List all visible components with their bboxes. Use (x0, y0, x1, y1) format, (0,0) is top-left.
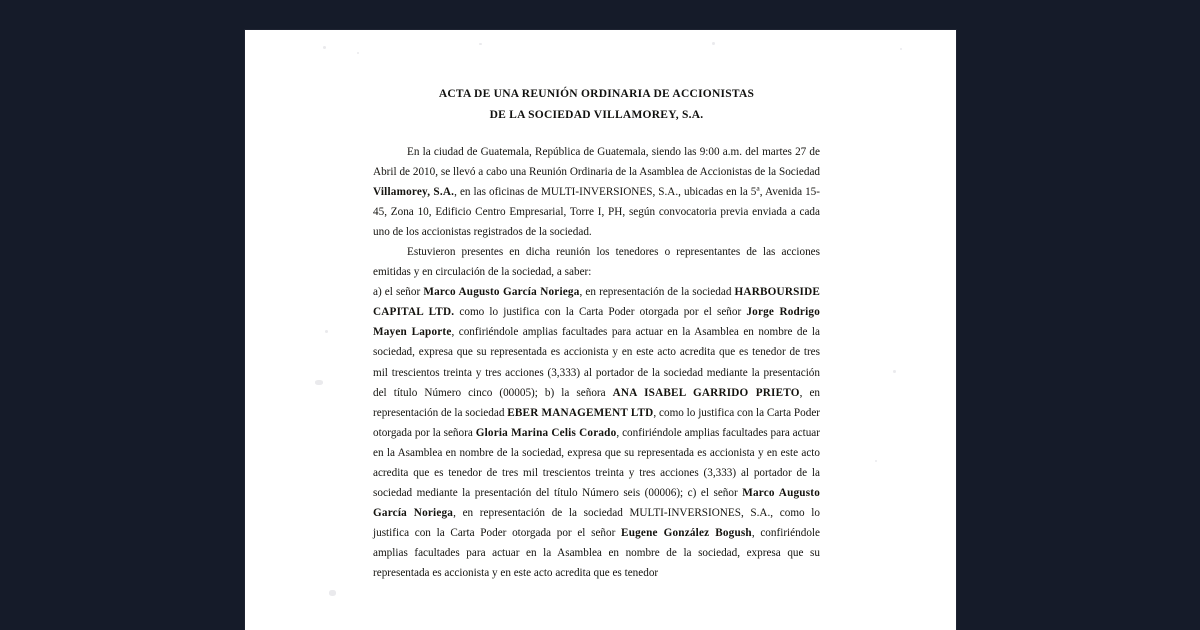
page-text-column (373, 30, 820, 630)
text-run-attendees-list-5: Jorge Rodrigo Mayen Laporte (373, 306, 820, 339)
text-run-attendees-list-2: , en representación de la sociedad (579, 286, 735, 299)
text-run-attendees-list-12: , confiriéndole amplias facultades para actuar en la Asamblea en nombre de la sociedad, expresa que su representada es accionista y en este acto acredita que es tenedor de tres mil trescientos treinta y tres acciones (3,333) al portador de la sociedad mediante la presentación del título Número seis (00006); c) el señor (373, 426, 821, 499)
document-title (373, 84, 820, 126)
paragraph-opening (373, 142, 820, 242)
text-run-attendees-list-0: a) el señor (373, 286, 424, 299)
text-run-attendees-list-7: ANA ISABEL GARRIDO PRIETO (612, 386, 800, 399)
scanned-document-page (245, 30, 956, 630)
text-run-attendees-intro-0: Estuvieron presentes en dicha reunión los tenedores o representantes de las acciones emitidas y en circulación de la sociedad, a saber: (373, 246, 820, 279)
document-title-line-2: DE LA SOCIEDAD VILLAMOREY, S.A. (489, 109, 704, 121)
text-run-attendees-list-15: Eugene González Bogush (621, 526, 752, 539)
text-run-opening-4: , Avenida 15-45, Zona 10, Edificio Centro Empresarial, Torre I, PH, según convocatoria previa enviada a cada uno de los accionistas registrados de la sociedad. (373, 186, 820, 239)
text-run-attendees-list-10: , como lo justifica con la Carta Poder otorgada por la señora (373, 406, 821, 439)
text-run-attendees-list-9: EBER MANAGEMENT LTD (507, 406, 654, 419)
text-run-opening-2: , en las oficinas de MULTI-INVERSIONES, S.A., ubicadas en la 5 (454, 186, 757, 199)
text-run-attendees-list-11: Gloria Marina Celis Corado (475, 426, 617, 439)
text-run-attendees-list-13: Marco Augusto García Noriega (373, 486, 820, 519)
text-run-opening-3: a (756, 183, 760, 193)
text-run-attendees-list-4: como lo justifica con la Carta Poder otorgada por el señor (454, 306, 747, 319)
paragraph-attendees-list (373, 282, 820, 583)
text-run-attendees-list-3: HARBOURSIDE CAPITAL LTD. (373, 286, 821, 319)
paragraph-attendees-intro (373, 242, 820, 282)
document-title-line-1: ACTA DE UNA REUNIÓN ORDINARIA DE ACCIONISTAS (438, 88, 755, 100)
text-run-attendees-list-14: , en representación de la sociedad MULTI-INVERSIONES, S.A., como lo justifica con la Carta Poder otorgada por el señor (373, 506, 820, 539)
text-run-attendees-list-6: , confiriéndole amplias facultades para actuar en la Asamblea en nombre de la sociedad, expresa que su representada es accionista y en este acto acredita que es tenedor de tres mil trescientos treinta y tres acciones (3,333) al portador de la sociedad mediante la presentación del título Número cinco (00005); b) la señora (373, 326, 820, 399)
text-run-attendees-list-8: , en representación de la sociedad (373, 386, 821, 419)
document-body (373, 142, 820, 583)
text-run-attendees-list-1: Marco Augusto García Noriega (423, 286, 580, 299)
text-run-opening-1: Villamorey, S.A. (373, 186, 455, 199)
text-run-attendees-list-16: , confiriéndole amplias facultades para actuar en la Asamblea en nombre de la sociedad, expresa que su representada es accionista y en este acto acredita que es tenedor (373, 526, 820, 579)
text-run-opening-0: En la ciudad de Guatemala, República de Guatemala, siendo las 9:00 a.m. del martes 27 de Abril de 2010, se llevó a cabo una Reunión Ordinaria de la Asamblea de Accionistas de la Sociedad (373, 146, 820, 179)
